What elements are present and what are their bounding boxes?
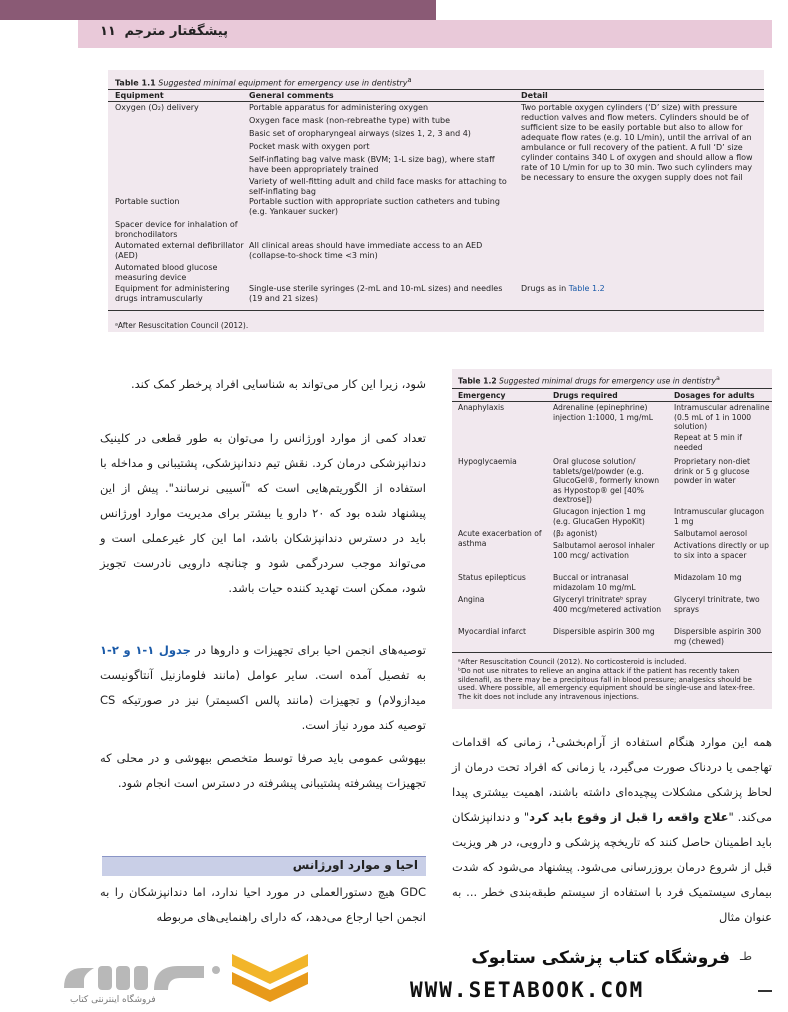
paragraph-text: به تفصیل آمده است. سایر عوامل (مانند فلومازنیل آنتاگونیست میدازولام) و تجهیزات (مانند پالس اکسیمتر) نیز در صورتیکه CS توصیه کند مورد نیاز است. <box>100 668 426 732</box>
table-cell-drug: (β₂ agonist) <box>553 529 598 538</box>
table-cell-drug: Buccal or intranasal midazolam 10 mg/mL <box>553 573 636 592</box>
table-cell-comment: Portable apparatus for administering oxygen <box>249 103 429 112</box>
table-cell-drug: Adrenaline (epinephrine) injection 1:1000, 1 mg/mL <box>553 403 654 422</box>
body-paragraph: بیهوشی عمومی باید صرفا توسط متخصص بیهوشی و در محلی که تجهیزات پیشرفته پشتیبانی پیشرفته در دسترس است انجام شود. <box>100 751 426 790</box>
rule-top <box>108 89 764 90</box>
table-reference-link[interactable]: جدول ۱-۱ و ۲-۱ <box>100 643 191 657</box>
divider <box>758 990 772 992</box>
column-header: Dosages for adults <box>674 391 755 400</box>
paragraph-text: " و دندانپزشکان باید اطمینان حاصل کنند که تاریخچه پزشکی و دارویی، در هر ویزیت قبل از شروع درمان بروزرسانی می‌شود. پیشنهاد می‌شود که شدت بیماری سیستمیک فرد با استفاده از سیستم طبقه‌بندی خطر ... به عنوان مثال <box>452 810 772 924</box>
table-1-2-link[interactable]: Table 1.2 <box>568 284 605 293</box>
table-cell-comment: Portable suction with appropriate suction catheters and tubing (e.g. Yankauer sucker) <box>249 197 500 216</box>
table-cell-drug: Dispersible aspirin 300 mg <box>553 627 655 636</box>
table-cell-emergency: Anaphylaxis <box>458 403 505 412</box>
table-cell-equipment: Spacer device for inhalation of bronchodilators <box>115 220 238 239</box>
emphasis-text: علاج واقعه را قبل از وقوع باید کرد <box>529 810 729 824</box>
column-header: Detail <box>521 91 548 100</box>
table-cell-comment: Pocket mask with oxygen port <box>249 142 370 151</box>
table-cell-comment: All clinical areas should have immediate access to an AED (collapse-to-shock time <3 min) <box>249 241 483 260</box>
logo-tagline: فروشگاه اینترنتی کتاب <box>70 995 156 1005</box>
table-cell-detail: Two portable oxygen cylinders (‘D’ size) with pressure reduction valves and flow meters. Cylinders should be of sufficient size to be easily portable but also to allow for adequate flow rates (e.g. 10 L/min), until the arrival of an ambulance or full recovery of the patient. A full ‘D’ size cylinder contains 340 L of oxygen and should allow a flow rate of 10 L/min for up to 30 min. Two such cylinders may be necessary to ensure the oxygen supply does not fail <box>521 103 753 182</box>
table-cell-dosage: Repeat at 5 min if needed <box>674 433 742 452</box>
table-cell-drug: Oral glucose solution/ tablets/gel/powder (e.g. GlucoGel®, formerly known as Hypostop® gel [40% dextrose]) <box>553 457 660 504</box>
table-caption-text: Suggested minimal equipment for emergency use in dentistry <box>158 78 408 88</box>
table-caption-label: Table 1.1 <box>115 78 156 88</box>
rule-header <box>108 101 764 102</box>
section-heading: احیا و موارد اورژانس <box>292 858 418 872</box>
table-cell-dosage: Dispersible aspirin 300 mg (chewed) <box>674 627 762 646</box>
table-cell-dosage: Proprietary non-diet drink or 5 g glucose powder in water <box>674 457 751 485</box>
table-cell-emergency: Hypoglycaemia <box>458 457 517 466</box>
store-url[interactable]: WWW.SETABOOK.COM <box>410 978 645 1002</box>
table-caption-sup: a <box>407 76 412 84</box>
paragraph-text: توصیه‌های انجمن احیا برای تجهیزات و داروها در <box>190 643 427 657</box>
table-cell-dosage: Glyceryl trinitrate, two sprays <box>674 595 760 614</box>
table-cell-dosage: Midazolam 10 mg <box>674 573 742 582</box>
table-cell-dosage: Intramuscular glucagon 1 mg <box>674 507 765 526</box>
body-paragraph: شود، زیرا این کار می‌تواند به شناسایی افراد پرخطر کمک کند. <box>130 377 426 391</box>
header-accent-bar <box>0 0 436 20</box>
table-cell-drug: Salbutamol aerosol inhaler 100 mcg/ activation <box>553 541 655 560</box>
table-footnote: ᵃAfter Resuscitation Council (2012). <box>115 321 249 330</box>
running-header-title: پیشگفتار مترجم <box>124 24 228 39</box>
table-1-1 <box>108 70 764 332</box>
table-cell-drug: Glucagon injection 1 mg (e.g. GlucaGen HypoKit) <box>553 507 646 526</box>
table-cell-dosage: Activations directly or up to six into a spacer <box>674 541 769 560</box>
table-cell-comment: Single-use sterile syringes (2-mL and 10-mL sizes) and needles (19 and 21 sizes) <box>249 284 503 303</box>
table-caption <box>115 75 412 89</box>
table-cell-detail <box>521 284 761 294</box>
table-caption-sup: a <box>716 375 720 382</box>
table-cell-equipment: Automated external defibrillator (AED) <box>115 241 244 260</box>
table-caption-text: Suggested minimal drugs for emergency use in dentistry <box>499 376 717 386</box>
column-header: Emergency <box>458 391 506 400</box>
column-header: Equipment <box>115 91 164 100</box>
rule-bottom <box>108 310 764 311</box>
table-cell-comment: Oxygen face mask (non-rebreathe type) with tube <box>249 116 451 125</box>
table-cell-equipment: Equipment for administering drugs intramuscularly <box>115 284 230 303</box>
body-paragraph: GDC هیچ دستورالعملی در مورد احیا ندارد، اما دندانپزشکان را به انجمن احیا ارجاع می‌دهد، که دارای راهنمایی‌های مربوطه <box>100 885 426 924</box>
table-footnote: ᵇDo not use nitrates to relieve an angina attack if the patient has recently taken sildenafil, as there may be a precipitous fall in blood pressure; analgesics should be used. Where possible, all emergency equipment should be single-use and latex-free. The kit does not include any intravenous injections. <box>458 667 755 701</box>
table-cell-dosage: Intramuscular adrenaline (0.5 mL of 1 in 1000 solution) <box>674 403 770 431</box>
column-header: Drugs required <box>553 391 618 400</box>
body-paragraph <box>452 730 772 930</box>
page-number: ۱۱ <box>100 24 116 39</box>
table-cell-emergency: Myocardial infarct <box>458 627 526 636</box>
rule-header <box>452 401 772 402</box>
table-1-2 <box>452 369 772 709</box>
table-footnote: ᵃAfter Resuscitation Council (2012). No corticosteroid is included. <box>458 658 687 666</box>
body-paragraph <box>100 638 426 738</box>
chevron-logo-icon <box>228 950 312 1008</box>
table-cell-drug: Glyceryl trinitrateᵇ spray 400 mcg/metered activation <box>553 595 662 614</box>
table-caption <box>458 374 720 386</box>
rule-bottom <box>452 652 772 653</box>
table-cell-equipment: Automated blood glucose measuring device <box>115 263 218 282</box>
table-cell-emergency: Acute exacerbation of asthma <box>458 529 542 548</box>
body-paragraph: تعداد کمی از موارد اورژانس را می‌توان به طور قطعی در کلینیک دندانپزشکی درمان کرد. نقش تیم دندانپزشکی، پشتیبانی و مداخله با استفاده از الگوریتم‌هایی است که "آسیبی نرسانند". پیش از این پیشنهاد شده بود که ۲۰ دارو یا بیشتر برای مدیریت موارد اورژانس باید در دسترس دندانپزشکان باشد، اما این کار غیرعملی است و می‌تواند موجب سردرگمی شود و چنانچه دارویی نادرست تجویز شود، ممکن است تهدید کننده حیات باشد. <box>100 431 426 595</box>
edge-glyph: طـ <box>740 950 752 963</box>
paragraph-text: همه این موارد هنگام استفاده از آرام‌بخشی¹، زمانی که اقدامات تهاجمی یا دردناک صورت می‌گیرد، یا زمانی که افراد تحت درمان از لحاظ پزشکی مشکلات پیچیده‌ای داشته باشند، اهمیت بیشتری پیدا می‌کند. " <box>452 735 772 824</box>
table-cell-comment: Basic set of oropharyngeal airways (sizes 1, 2, 3 and 4) <box>249 129 471 138</box>
table-cell-comment: Variety of well-fitting adult and child face masks for attaching to self-inflating bag <box>249 177 507 196</box>
column-header: General comments <box>249 91 334 100</box>
table-caption-label: Table 1.2 <box>458 376 497 386</box>
table-cell-comment: Self-inflating bag valve mask (BVM; 1-L size bag), where staff have been appropriately trained <box>249 155 495 174</box>
table-cell-equipment: Oxygen (O₂) delivery <box>115 103 199 112</box>
table-cell-equipment: Portable suction <box>115 197 180 206</box>
rule-top <box>452 388 772 389</box>
table-cell-emergency: Status epilepticus <box>458 573 526 582</box>
table-cell-dosage: Salbutamol aerosol <box>674 529 748 538</box>
detail-prefix: Drugs as in <box>521 284 569 293</box>
table-cell-emergency: Angina <box>458 595 485 604</box>
store-name: فروشگاه کتاب پزشکی ستابوک <box>471 948 730 968</box>
